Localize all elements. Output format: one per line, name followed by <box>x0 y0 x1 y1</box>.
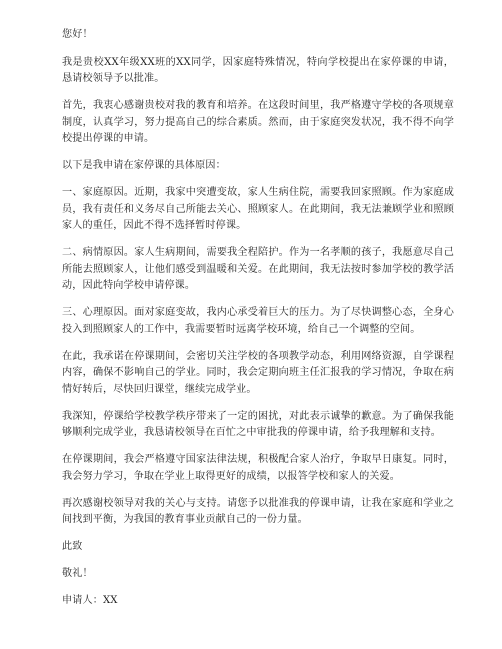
paragraph-reason-illness: 二、病情原因。家人生病期间，需要我全程陪护。作为一名孝顺的孩子，我愿意尽自己所能去照顾家人，让他们感受到温暖和关爱。在此期间，我无法按时参加学校的教学活动，因此特向学校申请停课。 <box>62 247 454 291</box>
paragraph-reason-psychological: 三、心理原因。面对家庭变故，我内心承受着巨大的压力。为了尽快调整心态，全身心投入到照顾家人的工作中，我需要暂时远离学校环境，给自己一个调整的空间。 <box>62 307 454 335</box>
signature: 申请人：XX <box>62 595 118 606</box>
closing-salutation: 此致 <box>62 541 83 552</box>
closing-respect: 敬礼！ <box>62 568 93 579</box>
greeting: 您好！ <box>62 29 93 40</box>
paragraph-reason-family: 一、家庭原因。近期，我家中突遭变故，家人生病住院，需要我回家照顾。作为家庭成员，我有责任和义务尽自己所能去关心、照顾家人。在此期间，我无法兼顾学业和照顾家人的重任，因此不得不选择暂时停课。 <box>62 187 454 231</box>
paragraph-apology: 我深知，停课给学校教学秩序带来了一定的困扰，对此表示诚挚的歉意。为了确保我能够顺利完成学业，我恳请校领导在百忙之中审批我的停课申请，给予我理解和支持。 <box>62 410 454 438</box>
paragraph-conduct: 在停课期间，我会严格遵守国家法律法规，积极配合家人治疗，争取早日康复。同时，我会努力学习，争取在学业上取得更好的成绩，以报答学校和家人的关爱。 <box>62 454 454 482</box>
paragraph-commitment: 在此，我承诺在停课期间，会密切关注学校的各项教学动态，利用网络资源，自学课程内容，确保不影响自己的学业。同时，我会定期向班主任汇报我的学习情况，争取在病情好转后，尽快回归课堂，继续完成学业。 <box>62 350 454 395</box>
paragraph-intro: 我是贵校XX年级XX班的XX同学，因家庭特殊情况，特向学校提出在家停课的申请，恳请校领导予以批准。 <box>62 56 454 84</box>
paragraph-gratitude: 首先，我衷心感谢贵校对我的教育和培养。在这段时间里，我严格遵守学校的各项规章制度，认真学习，努力提高自己的综合素质。然而，由于家庭突发状况，我不得不向学校提出停课的申请。 <box>62 100 454 144</box>
paragraph-thanks: 再次感谢校领导对我的关心与支持。请您予以批准我的停课申请，让我在家庭和学业之间找到平衡，为我国的教育事业贡献自己的一份力量。 <box>62 497 454 525</box>
paragraph-reasons-heading: 以下是我申请在家停课的具体原因： <box>62 160 226 171</box>
